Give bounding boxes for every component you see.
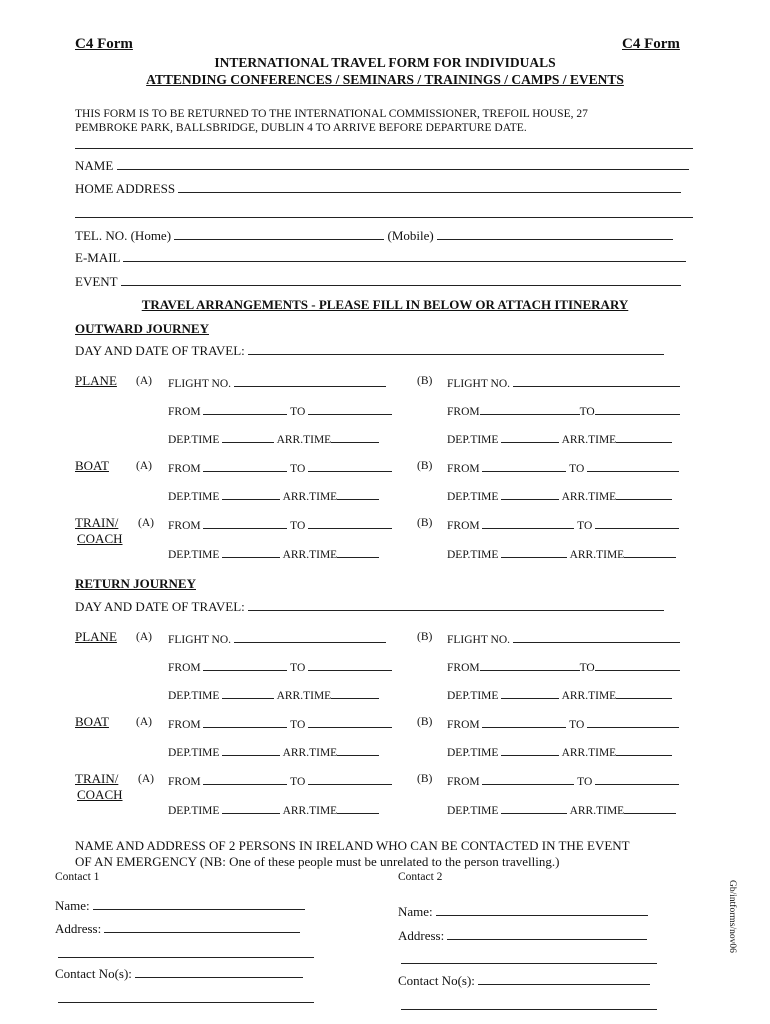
from-label: FROM: [168, 406, 201, 418]
arr-label: ARR.TIME: [282, 549, 338, 561]
arr-label: ARR.TIME: [569, 805, 625, 817]
arr-field[interactable]: [331, 431, 379, 443]
contact2-address-field[interactable]: [447, 928, 647, 940]
from-label: FROM: [168, 662, 201, 674]
to-label: TO: [579, 662, 595, 674]
from-field[interactable]: [203, 716, 287, 728]
dep-label: DEP.TIME: [447, 549, 499, 561]
arr-label: ARR.TIME: [569, 549, 625, 561]
contact2-address-row[interactable]: [398, 928, 647, 944]
to-field[interactable]: [595, 773, 679, 785]
dep-label: DEP.TIME: [168, 549, 220, 561]
arr-label: ARR.TIME: [561, 434, 617, 446]
from-field[interactable]: [482, 517, 574, 529]
contact1-name-row[interactable]: [55, 898, 305, 914]
flight-a-row[interactable]: [168, 631, 386, 646]
from-label: FROM: [168, 520, 201, 532]
event-label: EVENT: [75, 274, 118, 289]
boat-route-b[interactable]: [447, 460, 679, 475]
tel-row[interactable]: [75, 228, 673, 244]
to-label: TO: [579, 406, 595, 418]
to-label: TO: [290, 719, 306, 731]
dep-field[interactable]: [222, 802, 280, 814]
form-code-left: C4 Form: [75, 36, 133, 52]
day-date-label: DAY AND DATE OF TRAVEL:: [75, 343, 245, 358]
boat-label: BOAT: [75, 458, 109, 473]
flight-b-row[interactable]: [447, 631, 680, 646]
contact1-address-field-2[interactable]: [58, 957, 314, 958]
contact1-address-row[interactable]: [55, 921, 300, 937]
boat-times-a[interactable]: [168, 744, 379, 759]
name-label: Name:: [55, 898, 90, 913]
option-a: (A): [136, 631, 152, 643]
dep-field[interactable]: [501, 744, 559, 756]
to-field[interactable]: [595, 659, 680, 671]
boat-route-a[interactable]: [168, 716, 392, 731]
outward-date-row[interactable]: [75, 343, 664, 359]
from-field[interactable]: [480, 659, 580, 671]
option-a: (A): [136, 716, 152, 728]
option-b: (B): [417, 460, 433, 472]
plane-route-a[interactable]: [168, 403, 392, 418]
mobile-label: (Mobile): [387, 228, 434, 243]
flight-a-field[interactable]: [234, 631, 386, 643]
train-route-a[interactable]: [168, 517, 392, 532]
email-label: E-MAIL: [75, 250, 121, 265]
from-field[interactable]: [203, 460, 287, 472]
option-b: (B): [417, 517, 433, 529]
contact-no-label: Contact No(s):: [55, 966, 132, 981]
to-label: TO: [290, 406, 306, 418]
to-label: TO: [569, 719, 585, 731]
train-times-b[interactable]: [447, 546, 676, 561]
address-label: Address:: [55, 921, 102, 936]
contact1-phone-field[interactable]: [135, 966, 303, 978]
to-field[interactable]: [587, 716, 679, 728]
home-address-field[interactable]: [178, 181, 681, 193]
train-times-b[interactable]: [447, 802, 676, 817]
to-field[interactable]: [308, 517, 392, 529]
option-b: (B): [417, 716, 433, 728]
boat-times-a[interactable]: [168, 488, 379, 503]
dep-label: DEP.TIME: [168, 690, 220, 702]
return-date-field[interactable]: [248, 599, 664, 611]
form-title-line1: INTERNATIONAL TRAVEL FORM FOR INDIVIDUALS: [214, 55, 556, 70]
to-label: TO: [577, 776, 593, 788]
option-a: (A): [138, 773, 154, 785]
address-label: Address:: [398, 928, 445, 943]
contact2-extra-field[interactable]: [401, 1009, 657, 1010]
instructions-line2: PEMBROKE PARK, BALLSBRIDGE, DUBLIN 4 TO ARRIVE BEFORE DEPARTURE DATE.: [75, 122, 527, 134]
coach-label: COACH: [77, 787, 123, 802]
boat-times-b[interactable]: [447, 488, 672, 503]
contact-no-label: Contact No(s):: [398, 973, 475, 988]
arr-field[interactable]: [624, 802, 676, 814]
form-title-line2: ATTENDING CONFERENCES / SEMINARS / TRAININGS / CAMPS / EVENTS: [146, 72, 624, 87]
arr-label: ARR.TIME: [276, 690, 332, 702]
from-label: FROM: [168, 776, 201, 788]
to-label: TO: [290, 463, 306, 475]
email-field[interactable]: [123, 250, 686, 262]
arr-field[interactable]: [337, 488, 379, 500]
option-a: (A): [138, 517, 154, 529]
dep-label: DEP.TIME: [447, 434, 499, 446]
to-field[interactable]: [308, 460, 392, 472]
dep-label: DEP.TIME: [447, 747, 499, 759]
arr-label: ARR.TIME: [276, 434, 332, 446]
home-address-label: HOME ADDRESS: [75, 181, 176, 196]
home-address-row[interactable]: [75, 181, 681, 197]
dep-field[interactable]: [222, 546, 280, 558]
to-label: TO: [569, 463, 585, 475]
emergency-line1: NAME AND ADDRESS OF 2 PERSONS IN IRELAND WHO CAN BE CONTACTED IN THE EVENT: [75, 838, 630, 853]
plane-route-a[interactable]: [168, 659, 392, 674]
dep-field[interactable]: [222, 488, 280, 500]
contact2-phone-field[interactable]: [478, 973, 650, 985]
from-label: FROM: [168, 463, 201, 475]
flight-label: FLIGHT NO.: [447, 634, 511, 646]
dep-label: DEP.TIME: [447, 690, 499, 702]
arr-label: ARR.TIME: [282, 805, 338, 817]
arr-label: ARR.TIME: [282, 491, 338, 503]
train-route-b[interactable]: [447, 773, 679, 788]
from-label: FROM: [447, 662, 480, 674]
to-label: TO: [290, 776, 306, 788]
return-date-row[interactable]: [75, 599, 664, 615]
contact1-name-field[interactable]: [93, 898, 305, 910]
name-label: Name:: [398, 904, 433, 919]
contact2-heading: Contact 2: [398, 871, 443, 883]
form-reference-code: Gb/intforms/nov06: [727, 880, 737, 953]
train-times-a[interactable]: [168, 802, 379, 817]
contact1-extra-field[interactable]: [58, 1002, 314, 1003]
dep-field[interactable]: [222, 744, 280, 756]
plane-times-a[interactable]: [168, 687, 379, 702]
dep-field[interactable]: [501, 546, 567, 558]
to-label: TO: [290, 662, 306, 674]
arr-field[interactable]: [337, 744, 379, 756]
to-field[interactable]: [308, 659, 392, 671]
day-date-label: DAY AND DATE OF TRAVEL:: [75, 599, 245, 614]
arr-field[interactable]: [624, 546, 676, 558]
plane-route-b[interactable]: [447, 403, 680, 418]
contact1-phone-row[interactable]: [55, 966, 303, 982]
event-row[interactable]: [75, 274, 681, 290]
train-route-a[interactable]: [168, 773, 392, 788]
flight-label: FLIGHT NO.: [168, 634, 232, 646]
contact2-address-field-2[interactable]: [401, 963, 657, 964]
dep-label: DEP.TIME: [447, 805, 499, 817]
contact2-name-field[interactable]: [436, 904, 648, 916]
contact2-name-row[interactable]: [398, 904, 648, 920]
option-a: (A): [136, 460, 152, 472]
from-field[interactable]: [203, 403, 287, 415]
from-label: FROM: [447, 406, 480, 418]
tel-home-label: TEL. NO. (Home): [75, 228, 172, 243]
arr-field[interactable]: [616, 687, 672, 699]
outward-date-field[interactable]: [248, 343, 664, 355]
dep-field[interactable]: [501, 687, 559, 699]
event-field[interactable]: [121, 274, 681, 286]
dep-label: DEP.TIME: [168, 805, 220, 817]
arr-field[interactable]: [616, 431, 672, 443]
contact1-address-field[interactable]: [104, 921, 300, 933]
arr-label: ARR.TIME: [561, 491, 617, 503]
flight-b-row[interactable]: [447, 375, 680, 390]
to-field[interactable]: [595, 517, 679, 529]
name-row[interactable]: [75, 158, 689, 174]
flight-label: FLIGHT NO.: [168, 378, 232, 390]
arr-field[interactable]: [616, 488, 672, 500]
outward-heading: OUTWARD JOURNEY: [75, 321, 209, 336]
name-field[interactable]: [117, 158, 689, 170]
option-b: (B): [417, 773, 433, 785]
dep-label: DEP.TIME: [447, 491, 499, 503]
to-field[interactable]: [587, 460, 679, 472]
train-label: TRAIN/: [75, 771, 119, 786]
dep-field[interactable]: [222, 431, 274, 443]
to-field[interactable]: [308, 716, 392, 728]
from-field[interactable]: [203, 773, 287, 785]
option-b: (B): [417, 375, 433, 387]
from-field[interactable]: [203, 517, 287, 529]
arr-field[interactable]: [337, 802, 379, 814]
flight-a-field[interactable]: [234, 375, 386, 387]
arr-label: ARR.TIME: [561, 747, 617, 759]
form-code-right: C4 Form: [622, 36, 680, 52]
name-label: NAME: [75, 158, 114, 173]
contact2-phone-row[interactable]: [398, 973, 650, 989]
dep-field[interactable]: [501, 431, 559, 443]
flight-label: FLIGHT NO.: [447, 378, 511, 390]
home-address-field-2[interactable]: [75, 217, 693, 218]
from-field[interactable]: [482, 460, 566, 472]
from-label: FROM: [447, 776, 480, 788]
dep-label: DEP.TIME: [168, 434, 220, 446]
to-field[interactable]: [308, 403, 392, 415]
to-field[interactable]: [308, 773, 392, 785]
arr-field[interactable]: [331, 687, 379, 699]
to-label: TO: [577, 520, 593, 532]
email-row[interactable]: [75, 250, 686, 266]
to-field[interactable]: [595, 403, 680, 415]
plane-times-b[interactable]: [447, 431, 672, 446]
train-times-a[interactable]: [168, 546, 379, 561]
return-heading: RETURN JOURNEY: [75, 576, 196, 591]
to-label: TO: [290, 520, 306, 532]
option-b: (B): [417, 631, 433, 643]
train-route-b[interactable]: [447, 517, 679, 532]
from-field[interactable]: [482, 716, 566, 728]
dep-field[interactable]: [501, 488, 559, 500]
plane-times-a[interactable]: [168, 431, 379, 446]
dep-field[interactable]: [501, 802, 567, 814]
boat-label: BOAT: [75, 714, 109, 729]
option-a: (A): [136, 375, 152, 387]
instructions-line1: THIS FORM IS TO BE RETURNED TO THE INTERNATIONAL COMMISSIONER, TREFOIL HOUSE, 27: [75, 108, 588, 120]
from-field[interactable]: [482, 773, 574, 785]
flight-a-row[interactable]: [168, 375, 386, 390]
contact1-heading: Contact 1: [55, 871, 100, 883]
tel-home-field[interactable]: [174, 228, 384, 240]
boat-route-a[interactable]: [168, 460, 392, 475]
dep-field[interactable]: [222, 687, 274, 699]
arr-label: ARR.TIME: [282, 747, 338, 759]
emergency-line2: OF AN EMERGENCY (NB: One of these people must be unrelated to the person travelling.): [75, 854, 560, 869]
boat-route-b[interactable]: [447, 716, 679, 731]
mobile-field[interactable]: [437, 228, 673, 240]
from-label: FROM: [447, 520, 480, 532]
from-label: FROM: [447, 719, 480, 731]
dep-label: DEP.TIME: [168, 491, 220, 503]
train-label: TRAIN/: [75, 515, 119, 530]
from-label: FROM: [168, 719, 201, 731]
arr-field[interactable]: [337, 546, 379, 558]
plane-route-b[interactable]: [447, 659, 680, 674]
plane-label: PLANE: [75, 373, 117, 388]
arr-label: ARR.TIME: [561, 690, 617, 702]
plane-label: PLANE: [75, 629, 117, 644]
coach-label: COACH: [77, 531, 123, 546]
flight-b-field[interactable]: [513, 631, 680, 643]
from-field[interactable]: [480, 403, 580, 415]
arr-field[interactable]: [616, 744, 672, 756]
divider: [75, 148, 693, 149]
from-label: FROM: [447, 463, 480, 475]
plane-times-b[interactable]: [447, 687, 672, 702]
travel-heading: TRAVEL ARRANGEMENTS - PLEASE FILL IN BELOW OR ATTACH ITINERARY: [141, 297, 629, 312]
from-field[interactable]: [203, 659, 287, 671]
dep-label: DEP.TIME: [168, 747, 220, 759]
flight-b-field[interactable]: [513, 375, 680, 387]
boat-times-b[interactable]: [447, 744, 672, 759]
